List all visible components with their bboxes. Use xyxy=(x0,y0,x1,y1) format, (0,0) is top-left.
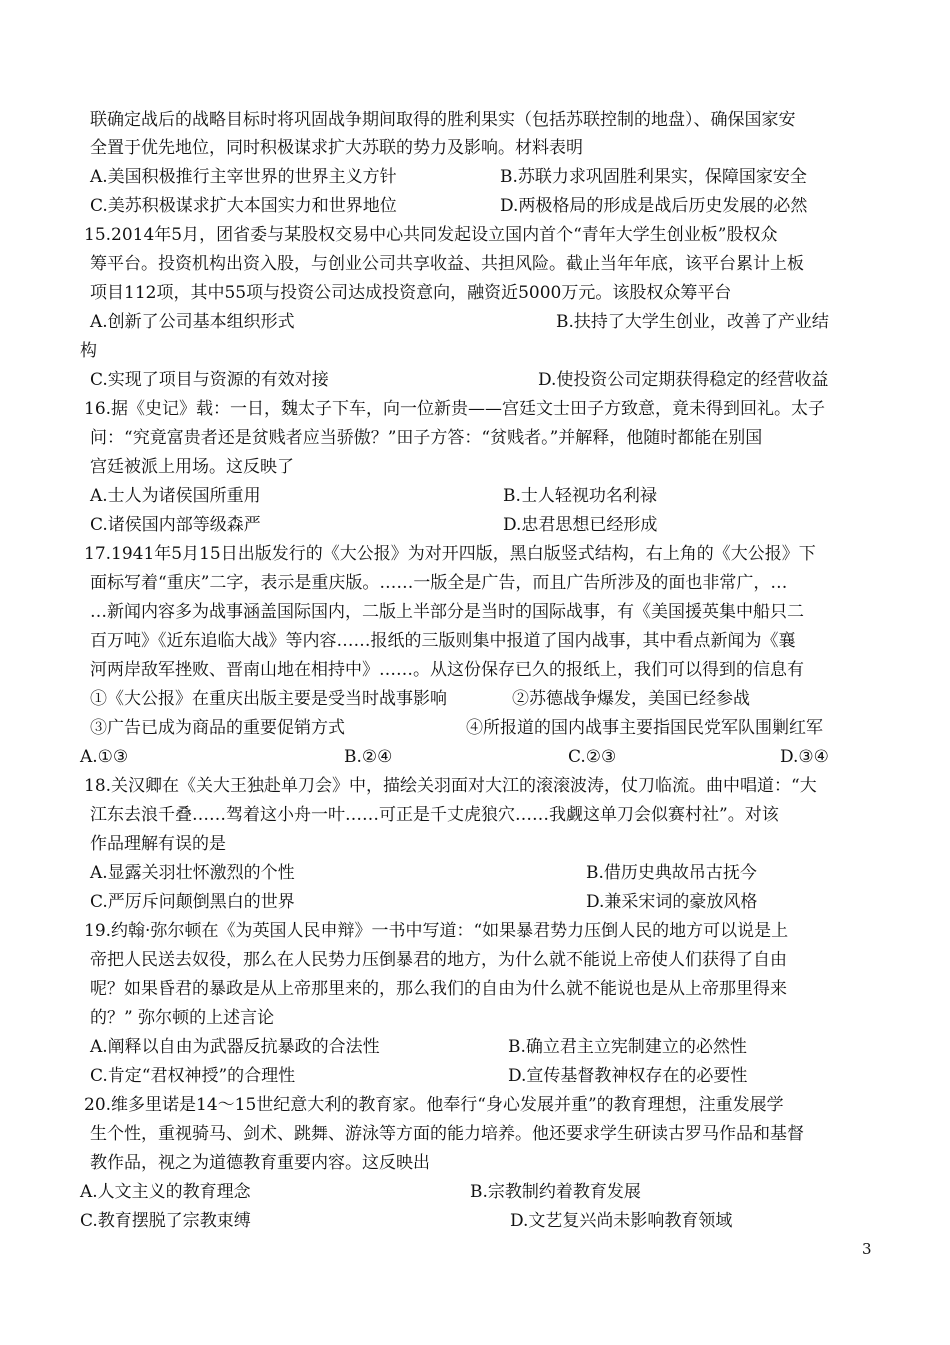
intro-line-2: 全置于优先地位，同时积极谋求扩大苏联的势力及影响。材料表明 xyxy=(90,138,583,158)
q19-option-a: A.阐释以自由为武器反抗暴政的合法性 xyxy=(90,1037,380,1057)
q19-line-3: 呢？如果昏君的暴政是从上帝那里来的，那么我们的自由为什么就不能说也是从上帝那里得来 xyxy=(90,979,787,999)
q16-option-d: D.忠君思想已经形成 xyxy=(503,515,658,535)
q17-item-3: ③广告已成为商品的重要促销方式 xyxy=(90,718,345,738)
q19-line-4: 的？” 弥尔顿的上述言论 xyxy=(90,1008,275,1028)
q15-option-b: B.扶持了大学生创业，改善了产业结 xyxy=(556,312,829,332)
q16-line-3: 宫廷被派上用场。这反映了 xyxy=(90,457,294,477)
q17-line-4: 百万吨》《近东追临大战》等内容……报纸的三版则集中报道了国内战事，其中看点新闻为《襄 xyxy=(90,631,796,651)
q16-line-2: 问：“究竟富贵者还是贫贱者应当骄傲？”田子方答：“贫贱者。”并解释，他随时都能在别国 xyxy=(90,428,763,448)
q15-line-1: 15.2014年5月，团省委与某股权交易中心共同发起设立国内首个“青年大学生创业板”股权众 xyxy=(84,225,778,245)
intro-option-a: A.美国积极推行主宰世界的世界主义方针 xyxy=(90,167,397,187)
q17-line-3: …新闻内容多为战事涵盖国际国内，二版上半部分是当时的国际战事，有《美国援英集中船只二 xyxy=(90,602,804,622)
q17-option-a: A.①③ xyxy=(80,747,129,767)
q16-option-b: B.士人轻视功名利禄 xyxy=(503,486,657,506)
q17-line-1: 17.1941年5月15日出版发行的《大公报》为对开四版，黑白版竖式结构，右上角的《大公报》下 xyxy=(84,544,816,564)
page-number: 3 xyxy=(862,1240,872,1258)
q15-option-c: C.实现了项目与资源的有效对接 xyxy=(90,370,329,390)
intro-option-c: C.美苏积极谋求扩大本国实力和世界地位 xyxy=(90,196,397,216)
q17-item-2: ②苏德战争爆发，美国已经参战 xyxy=(512,689,750,709)
q16-line-1: 16.据《史记》载：一日，魏太子下车，向一位新贵——宫廷文士田子方致意，竟未得到回礼。太子 xyxy=(84,399,826,419)
q19-line-2: 帝把人民送去奴役，那么在人民势力压倒暴君的地方，为什么就不能说上帝使人们获得了自由 xyxy=(90,950,787,970)
q20-line-2: 生个性，重视骑马、剑术、跳舞、游泳等方面的能力培养。他还要求学生研读古罗马作品和基督 xyxy=(90,1124,804,1144)
intro-line-1: 联确定战后的战略目标时将巩固战争期间取得的胜利果实（包括苏联控制的地盘）、确保国家安 xyxy=(90,110,796,130)
q20-option-d: D.文艺复兴尚未影响教育领域 xyxy=(510,1211,733,1231)
q16-option-a: A.士人为诸侯国所重用 xyxy=(90,486,261,506)
q15-line-3: 项目112项，其中55项与投资公司达成投资意向，融资近5000万元。该股权众筹平台 xyxy=(90,283,732,303)
q18-option-c: C.严厉斥问颠倒黑白的世界 xyxy=(90,892,295,912)
q15-option-a: A.创新了公司基本组织形式 xyxy=(90,312,295,332)
q16-option-c: C.诸侯国内部等级森严 xyxy=(90,515,261,535)
q18-option-d: D.兼采宋词的豪放风格 xyxy=(586,892,758,912)
q15-option-d: D.使投资公司定期获得稳定的经营收益 xyxy=(538,370,829,390)
q20-line-3: 教作品，视之为道德教育重要内容。这反映出 xyxy=(90,1153,430,1173)
q15-line-2: 筹平台。投资机构出资入股，与创业公司共享收益、共担风险。截止当年年底，该平台累计上板 xyxy=(90,254,804,274)
intro-option-b: B.苏联力求巩固胜利果实，保障国家安全 xyxy=(500,167,807,187)
intro-option-d: D.两极格局的形成是战后历史发展的必然 xyxy=(500,196,808,216)
q17-option-c: C.②③ xyxy=(568,747,617,767)
q19-option-c: C.肯定“君权神授”的合理性 xyxy=(90,1066,296,1086)
q17-line-5: 河两岸敌军挫败、晋南山地在相持中》……。从这份保存已久的报纸上，我们可以得到的信息有 xyxy=(90,660,804,680)
q18-option-a: A.显露关羽壮怀激烈的个性 xyxy=(90,863,295,883)
q18-option-b: B.借历史典故吊古抚今 xyxy=(586,863,757,883)
q18-line-1: 18.关汉卿在《关大王独赴单刀会》中，描绘关羽面对大江的滚滚波涛，仗刀临流。曲中唱道：“大 xyxy=(84,776,817,796)
q19-option-d: D.宣传基督教神权存在的必要性 xyxy=(508,1066,748,1086)
q20-line-1: 20.维多里诺是14～15世纪意大利的教育家。他奉行“身心发展并重”的教育理想，注重发展学 xyxy=(84,1095,784,1115)
q18-line-3: 作品理解有误的是 xyxy=(90,834,226,854)
q17-option-b: B.②④ xyxy=(344,747,393,767)
q20-option-a: A.人文主义的教育理念 xyxy=(80,1182,251,1202)
q19-line-1: 19.约翰·弥尔顿在《为英国人民申辩》一书中写道：“如果暴君势力压倒人民的地方可以说是上 xyxy=(84,921,789,941)
q17-item-4: ④所报道的国内战事主要指国民党军队围剿红军 xyxy=(466,718,823,738)
q18-line-2: 江东去浪千叠……驾着这小舟一叶……可正是千丈虎狼穴……我觑这单刀会似赛村社”。对该 xyxy=(90,805,779,825)
q17-item-1: ①《大公报》在重庆出版主要是受当时战事影响 xyxy=(90,689,447,709)
q17-line-2: 面标写着“重庆”二字，表示是重庆版。……一版全是广告，而且广告所涉及的面也非常广，… xyxy=(90,573,788,593)
q19-option-b: B.确立君主立宪制建立的必然性 xyxy=(508,1037,747,1057)
q17-option-d: D.③④ xyxy=(780,747,829,767)
q15-option-b-cont: 构 xyxy=(80,341,97,361)
q20-option-b: B.宗教制约着教育发展 xyxy=(470,1182,641,1202)
q20-option-c: C.教育摆脱了宗教束缚 xyxy=(80,1211,251,1231)
